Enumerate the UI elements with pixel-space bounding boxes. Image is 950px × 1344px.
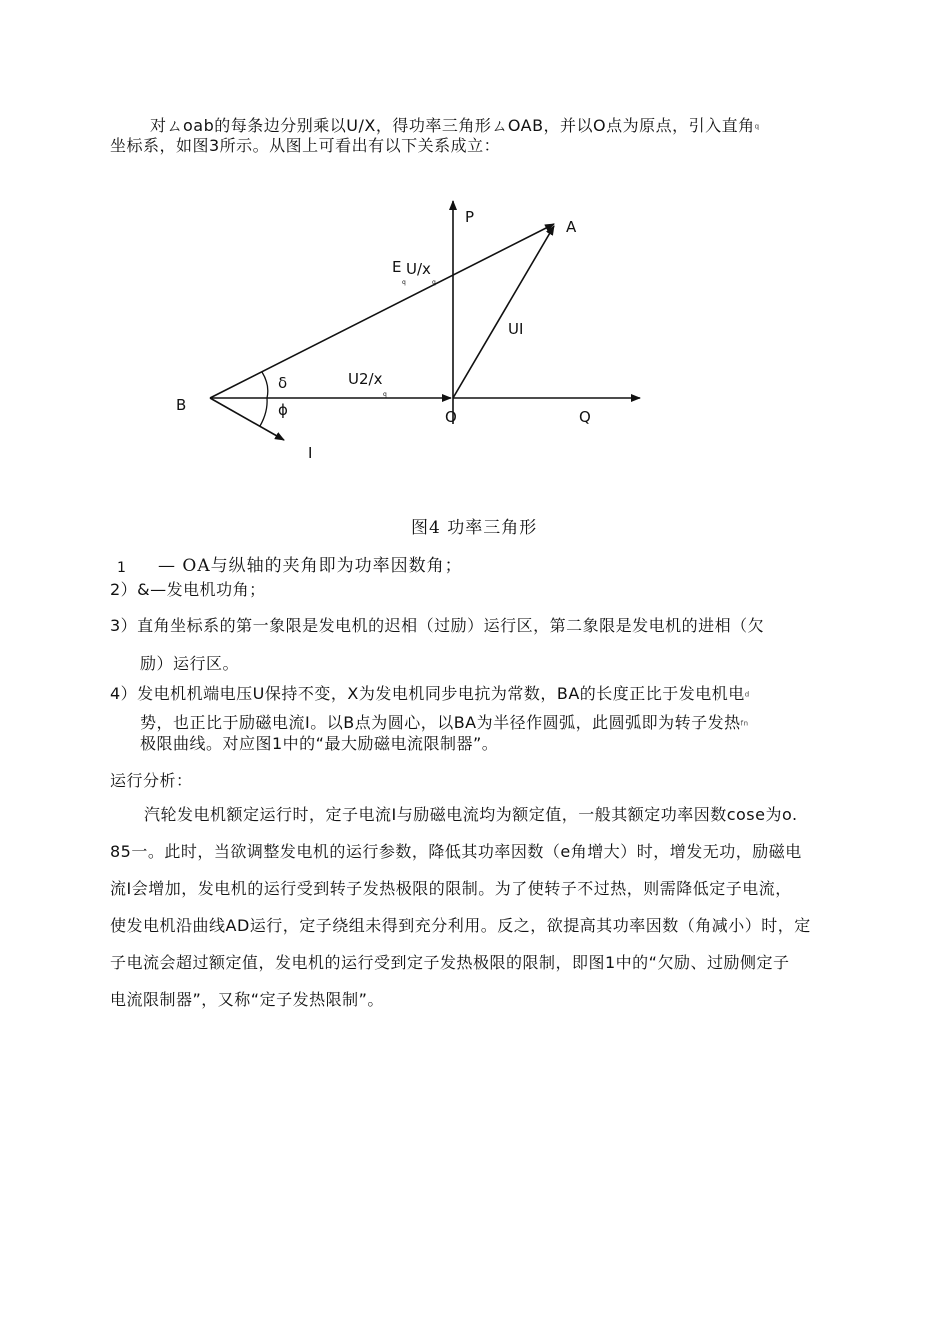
label-ui: UI: [508, 320, 524, 338]
item-4-line-1-text: 4）发电机机端电压U保持不变，X为发电机同步电抗为常数，BA的长度正比于发电机电: [110, 684, 745, 703]
label-u-over-x-sub: q: [432, 279, 436, 286]
delta-arc: [262, 372, 268, 398]
item-3-line-2: 励）运行区。: [140, 654, 240, 673]
label-q: Q: [579, 408, 591, 426]
label-p: P: [465, 208, 475, 226]
analysis-line-4: 使发电机沿曲线AD运行，定子绕组未得到充分利用。反之，欲提高其功率因数（角减小）时，定: [110, 916, 811, 935]
label-a: A: [566, 218, 577, 236]
vector-oa: [453, 226, 554, 398]
item-1-text: — OA与纵轴的夹角即为功率因数角；: [158, 556, 463, 576]
item-4-line-2: [140, 713, 749, 734]
item-2: 2）&—发电机功角；: [110, 580, 266, 599]
phi-arc: [260, 398, 267, 426]
label-phi: ϕ: [278, 401, 288, 419]
intro-line-2: 坐标系，如图3所示。从图上可看出有以下关系成立：: [110, 136, 501, 155]
analysis-line-5: 子电流会超过额定值，发电机的运行受到定子发热极限的限制，即图1中的“欠励、过励侧定子: [110, 953, 790, 972]
analysis-line-3: 流I会增加，发电机的运行受到转子发热极限的限制。为了使转子不过热，则需降低定子电流，: [110, 879, 792, 898]
label-delta: δ: [278, 374, 288, 392]
item-4-line-1: [110, 684, 750, 705]
item-4-line-2-mark: fn: [740, 719, 749, 728]
label-u2-over-x: U2/x: [348, 370, 383, 388]
item-1-number: 1: [117, 560, 127, 576]
item-4-line-3: 极限曲线。对应图1中的“最大励磁电流限制器”。: [140, 734, 499, 753]
vector-bi: [210, 398, 284, 440]
figure-caption: 图4 功率三角形: [411, 518, 538, 538]
item-3-line-1: 3）直角坐标系的第一象限是发电机的迟相（过励）运行区，第二象限是发电机的进相（欠: [110, 616, 765, 635]
item-4-line-2-text: 势，也正比于励磁电流I。以B点为圆心，以BA为半径作圆弧，此圆弧即为转子发热: [140, 713, 741, 732]
intro-line-1-text: 对ㄙoab的每条边分别乘以U/X，得功率三角形ㄙOAB，并以O点为原点，引入直角: [150, 116, 755, 135]
analysis-line-6: 电流限制器”，又称“定子发热限制”。: [110, 990, 384, 1009]
item-4-line-1-mark: d: [744, 690, 750, 699]
label-eq: E: [392, 258, 402, 276]
label-u-over-x: U/x: [406, 260, 431, 278]
label-u2-sub: q: [383, 391, 387, 398]
analysis-line-1: 汽轮发电机额定运行时，定子电流I与励磁电流均为额定值，一般其额定功率因数cose为o.: [144, 805, 798, 824]
label-eq-sub: q: [402, 279, 406, 286]
analysis-heading: 运行分析：: [110, 771, 193, 790]
label-i: I: [308, 444, 313, 462]
analysis-line-2: 85一。此时，当欲调整发电机的运行参数，降低其功率因数（e角增大）时，增发无功，励磁电: [110, 842, 802, 861]
label-b: B: [176, 396, 187, 414]
label-o: O: [445, 408, 457, 426]
intro-line-1-mark: q: [754, 122, 760, 131]
